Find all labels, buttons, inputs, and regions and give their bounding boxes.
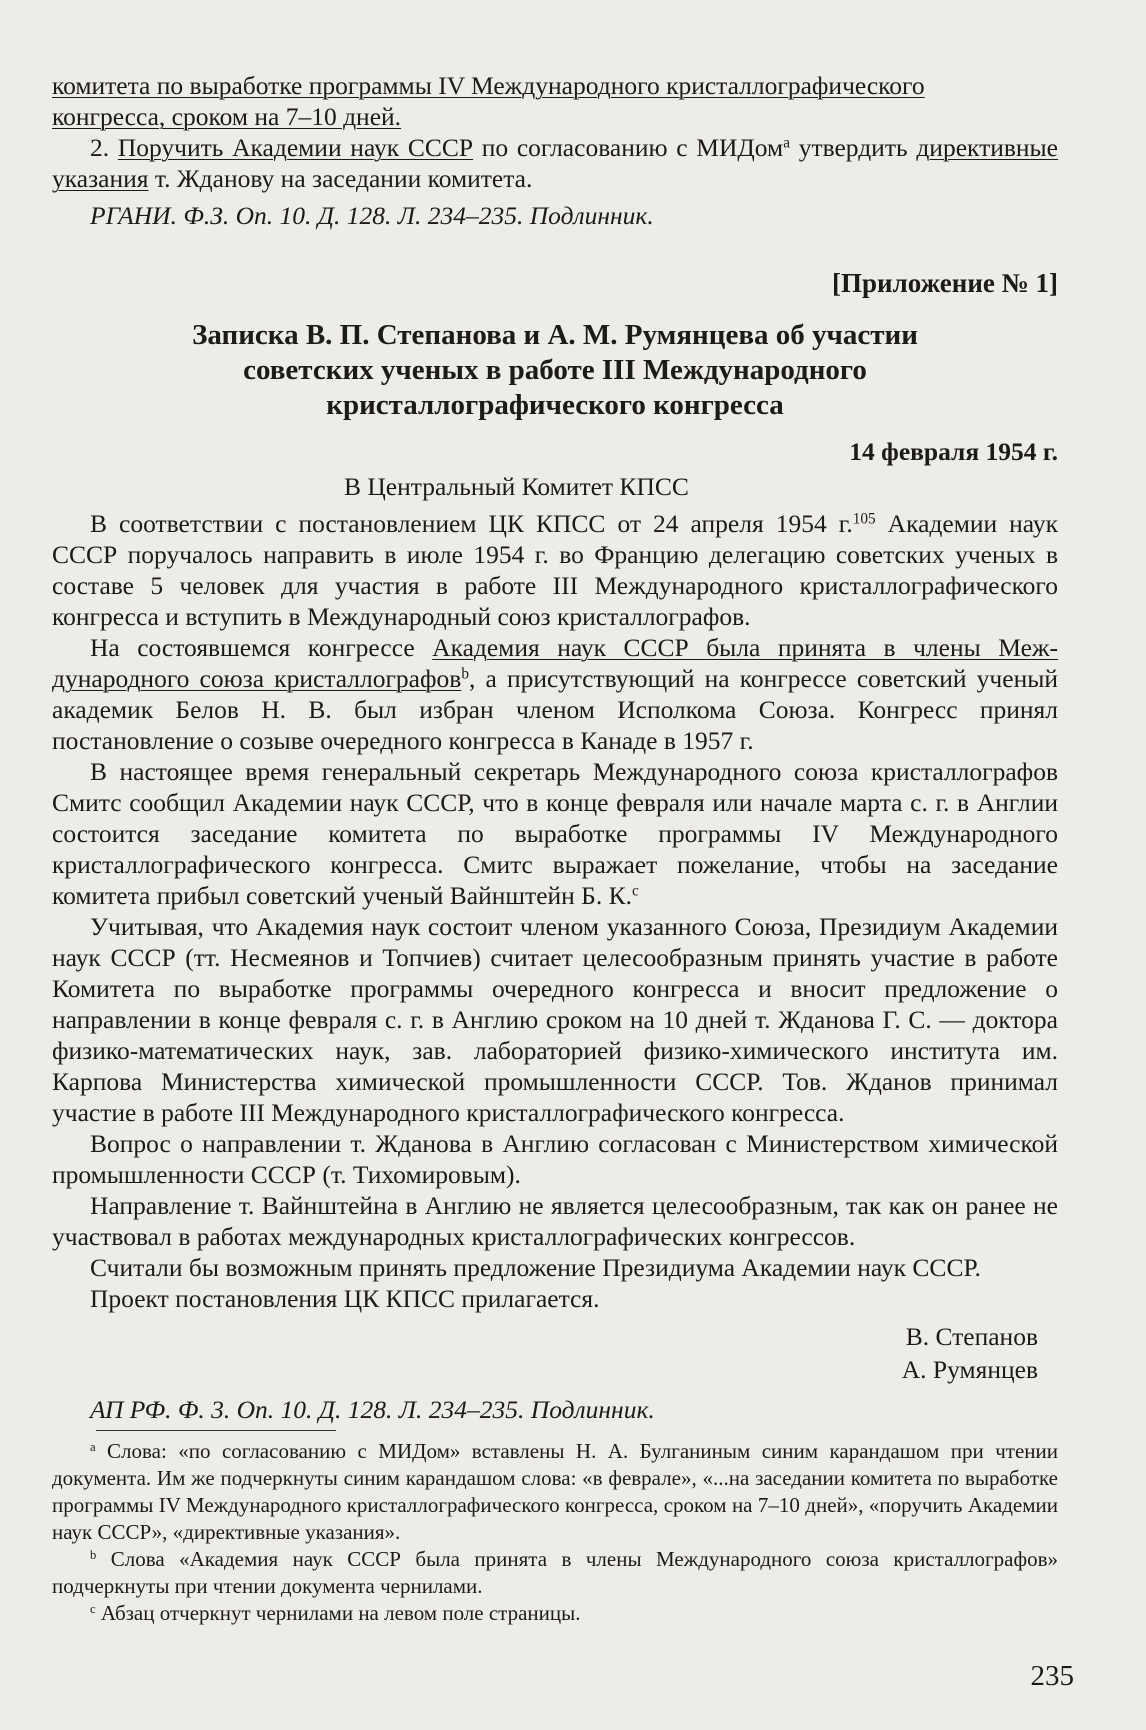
footnote-b: $^b$ Слова «Академия наук СССР была принята в члены Международного союза кристаллографов» подчеркнуты при чтении документа чернилами. <box>52 1547 1058 1598</box>
continued-line-1: комитета по выработке программы IV Международного кристаллографического <box>52 71 925 100</box>
paragraph-6: Направление т. Вайнштейна в Англию не является целесообразным, так как он ранее не участвовал в работах международных кристаллографических конгрессов. <box>52 1191 1058 1251</box>
document-title <box>52 318 1058 423</box>
title-line-3: кристаллографического конгресса <box>326 389 784 421</box>
source-citation-1-block <box>52 200 1058 231</box>
appendix-label-block <box>52 268 1058 299</box>
source-citation-2: АП РФ. Ф. 3. Оп. 10. Д. 128. Л. 234–235. Подлинник. <box>90 1395 655 1424</box>
title-line-1: Записка В. П. Степанова и А. М. Румянцева об участии <box>192 319 918 351</box>
paragraph-4: Учитывая, что Академия наук состоит членом указанного Союза, Президиум Академии наук СССР (тт. Несмеянов и Топчиев) считает целесообразным принять участие в работе Комитета по выработке программы очередного конгресса и вносит предложение о направлении в конце февраля с. г. в Англию сроком на 10 дней т. Жданова Г. С. — доктора физико-математических наук, зав. лабораторией физико-химического института им. Карпова Министерства химической промышленности СССР. Тов. Жданов принимал участие в работе III Международного кристаллографического конгресса. <box>52 912 1058 1127</box>
paragraph-2: На состоявшемся конгрессе Академия наук СССР была принята в члены Международного союза кристаллографов$^b$, а присутствующий на конгрессе советский ученый академик Белов Н. В. был избран членом Исполкома Союза. Конгресс принял постановление о созыве очередного конгресса в Канаде в 1957 г. <box>52 633 1059 755</box>
endnote-ref-105: 105 <box>852 510 876 528</box>
footnote-ref-b: b <box>461 665 469 683</box>
signature-stepanov: В. Степанов <box>905 1322 1038 1351</box>
appendix-label: [Приложение № 1] <box>832 268 1058 298</box>
addressee: В Центральный Комитет КПСС <box>344 472 689 501</box>
paragraph-7: Считали бы возможным принять предложение Президиума Академии наук СССР. <box>90 1253 981 1282</box>
paragraph-8: Проект постановления ЦК КПСС прилагается. <box>90 1284 600 1313</box>
continued-line-2: конгресса, сроком на 7–10 дней. <box>52 102 402 131</box>
footnote-c: $^c$ Абзац отчеркнут чернилами на левом поле страницы. <box>90 1601 581 1625</box>
continued-text <box>52 70 1058 194</box>
source-citation-1: РГАНИ. Ф.З. Оп. 10. Д. 128. Л. 234–235. Подлинник. <box>90 201 654 230</box>
footnote-a: $^a$ Слова: «по согласованию с МИДом» вставлены Н. А. Булганиным синим карандашом при чтении документа. Им же подчеркнуты синим карандашом слова: «в феврале», «...на заседании комитета по выработке программы IV Международного кристаллографического конгресса, сроком на 7–10 дней», «поручить Академии наук СССР», «директивные указания». <box>52 1439 1058 1544</box>
footnote-ref-c: c <box>631 882 639 900</box>
signature-rumyantsev: А. Румянцев <box>901 1355 1038 1384</box>
signatures <box>52 1320 1058 1386</box>
paragraph-5: Вопрос о направлении т. Жданова в Англию согласован с Министерством химической промышленности СССР (т. Тихомировым). <box>52 1129 1058 1189</box>
paragraph-3: В настоящее время генеральный секретарь Международного союза кристаллографов Смитс сообщил Академии наук СССР, что в конце февраля или начале марта с. г. в Англии состоится заседание комитета по выработке программы IV Международного кристаллографического конгресса. Смитс выражает пожелание, чтобы на заседание комитета прибыл советский ученый Вайнштейн Б. К.$^c$ <box>52 757 1058 910</box>
memo-body <box>52 436 1058 1425</box>
footnote-divider <box>96 1430 336 1431</box>
footnotes <box>52 1438 1058 1627</box>
item-2-paragraph: 2. Поручить Академии наук СССР по согласованию с МИДом$^a$ утвердить директивные указания т. Жданову на заседании комитета. <box>52 133 1058 193</box>
page-number: 235 <box>1030 1660 1074 1692</box>
title-line-2: советских ученых в работе III Международного <box>243 354 867 386</box>
document-date: 14 февраля 1954 г. <box>849 437 1058 466</box>
paragraph-1: В соответствии с постановлением ЦК КПСС от 24 апреля 1954 г.$^{105}$ Академии наук СССР поручалось направить в июле 1954 г. во Францию делегацию советских ученых в составе 5 человек для участия в работе III Международного кристаллографического конгресса и вступить в Международный союз кристаллографов. <box>52 509 1058 631</box>
footnote-ref-a: a <box>783 134 790 152</box>
